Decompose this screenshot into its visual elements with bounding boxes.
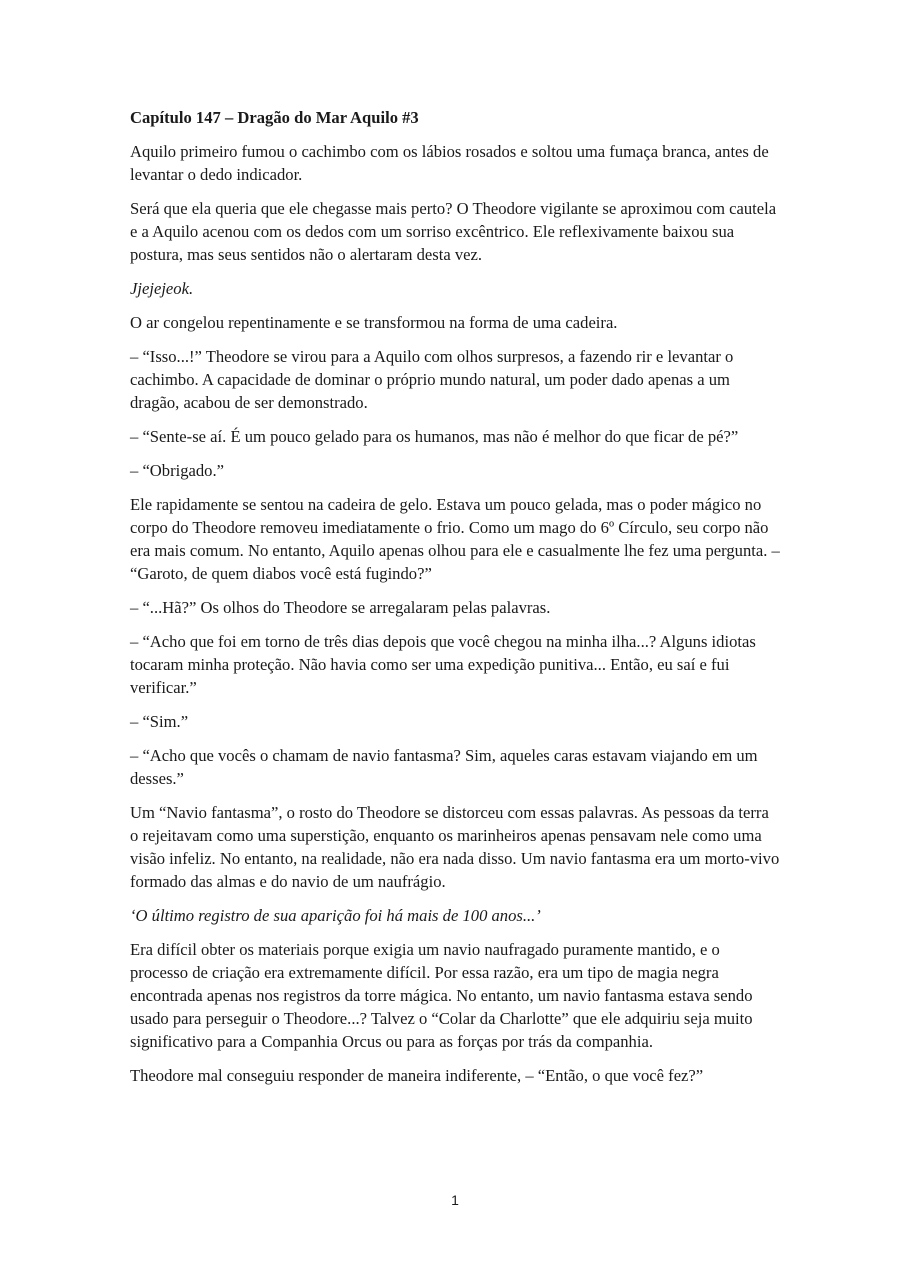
paragraph: Era difícil obter os materiais porque exigia um navio naufragado puramente mantido, e o processo de criação era extremamente difícil. Por essa razão, era um tipo de magia negra encontrada apenas nos registros da torre mágica. No entanto, um navio fantasma estava sendo usado para perseguir o Theodore...? Talvez o “Colar da Charlotte” que ele adquiriu seja muito significativo para a Companhia Orcus ou para as forças por trás da companhia. xyxy=(130,940,753,1051)
paragraph: Um “Navio fantasma”, o rosto do Theodore se distorceu com essas palavras. As pessoas da terra o rejeitavam como uma superstição, enquanto os marinheiros apenas pensavam nele como uma visão infeliz. No entanto, na realidade, não era nada disso. Um navio fantasma era um morto-vivo formado das almas e do navio de um naufrágio. xyxy=(130,803,780,891)
page-number: 1 xyxy=(451,1192,459,1208)
document-body xyxy=(130,106,780,1098)
paragraph: Aquilo primeiro fumou o cachimbo com os lábios rosados e soltou uma fumaça branca, antes de levantar o dedo indicador. xyxy=(130,142,769,184)
paragraph: – “Acho que vocês o chamam de navio fantasma? Sim, aqueles caras estavam viajando em um desses.” xyxy=(130,746,758,788)
paragraph: Será que ela queria que ele chegasse mais perto? O Theodore vigilante se aproximou com cautela e a Aquilo acenou com os dedos com um sorriso excêntrico. Ele reflexivamente baixou sua postura, mas seus sentidos não o alertaram desta vez. xyxy=(130,199,777,264)
paragraph: Ele rapidamente se sentou na cadeira de gelo. Estava um pouco gelada, mas o poder mágico no corpo do Theodore removeu imediatamente o frio. Como um mago do 6º Círculo, seu corpo não era mais comum. No entanto, Aquilo apenas olhou para ele e casualmente lhe fez uma pergunta. – “Garoto, de quem diabos você está fugindo?” xyxy=(130,495,780,583)
paragraph: – “Sente-se aí. É um pouco gelado para os humanos, mas não é melhor do que ficar de pé?” xyxy=(130,427,739,446)
chapter-title: Capítulo 147 – Dragão do Mar Aquilo #3 xyxy=(130,108,419,127)
paragraph: – “Obrigado.” xyxy=(130,461,224,480)
paragraph: – “...Hã?” Os olhos do Theodore se arregalaram pelas palavras. xyxy=(130,598,551,617)
paragraph: – “Acho que foi em torno de três dias depois que você chegou na minha ilha...? Alguns idiotas tocaram minha proteção. Não havia como ser uma expedição punitiva... Então, eu saí e fui verificar.” xyxy=(130,632,756,697)
paragraph: O ar congelou repentinamente e se transformou na forma de uma cadeira. xyxy=(130,313,618,332)
paragraph: Theodore mal conseguiu responder de maneira indiferente, – “Então, o que você fez?” xyxy=(130,1066,704,1085)
paragraph-italic: ‘O último registro de sua aparição foi há mais de 100 anos...’ xyxy=(130,906,541,925)
paragraph-italic: Jjejejeok. xyxy=(130,279,194,298)
paragraph: – “Sim.” xyxy=(130,712,189,731)
paragraph: – “Isso...!” Theodore se virou para a Aquilo com olhos surpresos, a fazendo rir e levantar o cachimbo. A capacidade de dominar o próprio mundo natural, um poder dado apenas a um dragão, acabou de ser demonstrado. xyxy=(130,347,734,412)
